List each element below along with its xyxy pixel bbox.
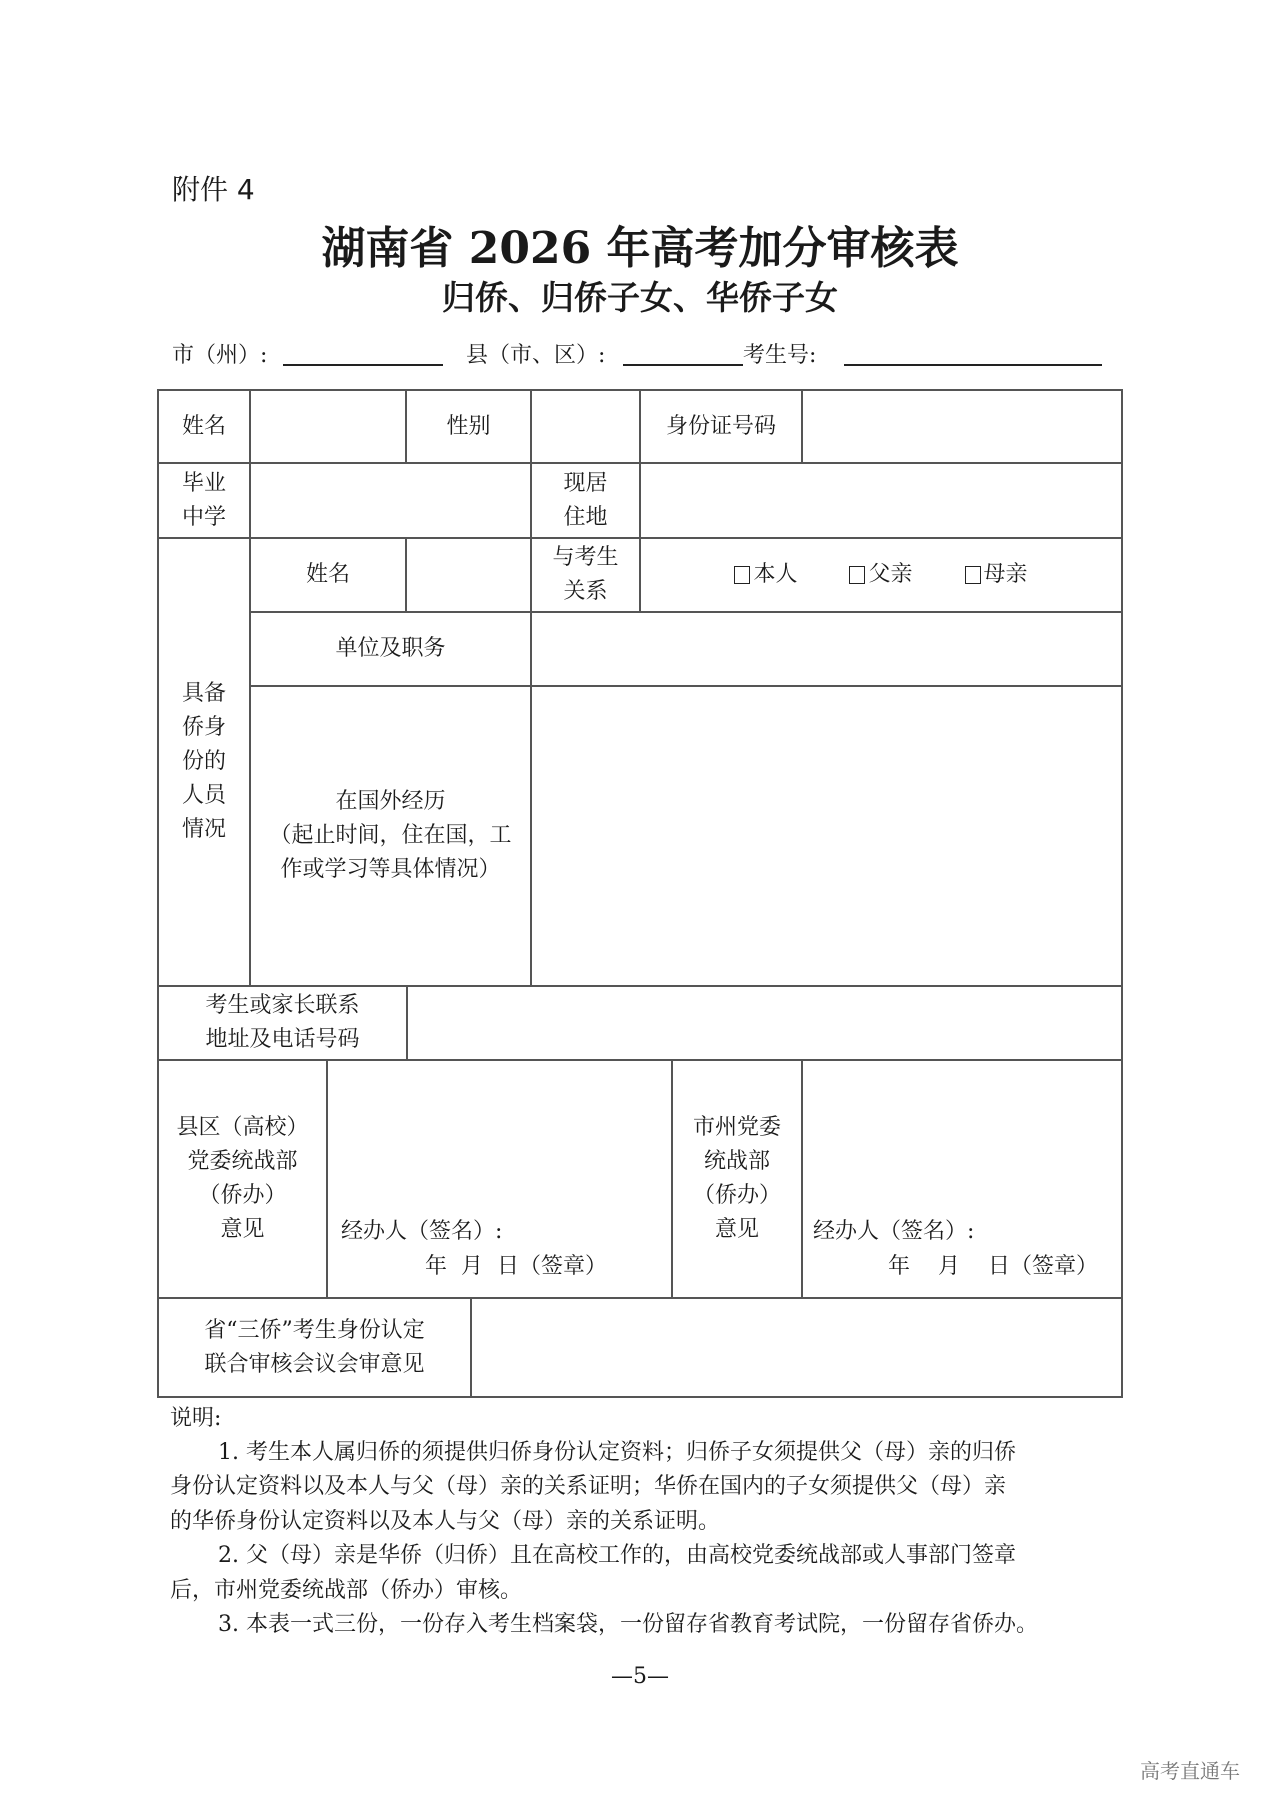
- abroad-experience-label: [251, 687, 530, 985]
- note-line: 3. 本表一式三份，一份存入考生档案袋，一份留存省教育考试院，一份留存省侨办。: [218, 1612, 1038, 1637]
- city-opinion-line: 市州党委: [692, 1115, 781, 1140]
- city-label: 市（州）:: [172, 343, 268, 368]
- name-input[interactable]: [251, 391, 405, 462]
- graduate-school-input[interactable]: [251, 464, 530, 537]
- relation-options: [641, 539, 1121, 611]
- relation-option-self[interactable]: [734, 558, 797, 592]
- relation-label-line1: 与考生: [552, 545, 619, 570]
- county-label: 县（市、区）:: [466, 343, 606, 368]
- note-line: 的华侨身份认定资料以及本人与父（母）亲的关系证明。: [170, 1509, 721, 1534]
- section-label-line: 情况: [181, 817, 226, 842]
- county-opinion-line: 意见: [220, 1217, 265, 1242]
- abroad-experience-input[interactable]: [532, 687, 1121, 985]
- relation-option-label: 母亲: [983, 562, 1028, 587]
- section-label-line: 份的: [181, 749, 226, 774]
- person-name-label: 姓名: [305, 562, 350, 587]
- city-opinion-line: （侨办）: [692, 1183, 781, 1208]
- notes-heading: 说明:: [170, 1406, 222, 1431]
- contact-label-line1: 考生或家长联系: [205, 993, 360, 1018]
- city-handler-sign-label: 经办人（签名）:: [813, 1219, 975, 1244]
- page-subtitle: 归侨、归侨子女、华侨子女: [442, 278, 838, 317]
- gender-input[interactable]: [532, 391, 639, 462]
- section-label-line: 人员: [181, 783, 226, 808]
- relation-option-label: 本人: [753, 562, 798, 587]
- graduate-school-label-line2: 中学: [181, 504, 226, 530]
- county-input[interactable]: [623, 364, 743, 366]
- abroad-experience-line3: 作或学习等具体情况）: [280, 857, 501, 882]
- residence-label-line2: 住地: [563, 504, 608, 530]
- contact-label-line2: 地址及电话号码: [205, 1027, 360, 1052]
- table-border-right: [1121, 389, 1123, 1398]
- relation-label: [532, 539, 639, 611]
- id-number-input[interactable]: [803, 391, 1121, 462]
- employer-label: 单位及职务: [335, 636, 446, 661]
- section-label-line: 具备: [181, 681, 226, 706]
- overseas-person-section-label: [159, 539, 249, 985]
- city-opinion-line: 统战部: [703, 1149, 770, 1174]
- county-opinion-line: 县区（高校）: [176, 1115, 309, 1140]
- contact-label: [159, 987, 406, 1059]
- relation-label-line2: 关系: [563, 579, 608, 604]
- note-line: 后，市州党委统战部（侨办）审核。: [170, 1578, 523, 1603]
- gender-label: 性别: [446, 413, 491, 439]
- id-number-label: 身份证号码: [665, 413, 776, 439]
- relation-option-father[interactable]: [849, 558, 912, 592]
- employer-input[interactable]: [532, 613, 1121, 685]
- city-input[interactable]: [283, 364, 443, 366]
- contact-input[interactable]: [408, 987, 1121, 1059]
- graduate-school-label: [159, 464, 249, 537]
- residence-label-line1: 现居: [563, 470, 608, 496]
- exam-number-label: 考生号:: [743, 343, 817, 368]
- county-opinion-label: [159, 1061, 326, 1297]
- checkbox-icon[interactable]: [734, 566, 750, 584]
- province-review-line1: 省“三侨”考生身份认定: [204, 1317, 425, 1343]
- county-opinion-input[interactable]: [328, 1061, 671, 1297]
- city-opinion-line: 意见: [714, 1217, 759, 1242]
- city-opinion-input[interactable]: [803, 1061, 1121, 1297]
- checkbox-icon[interactable]: [849, 566, 865, 584]
- abroad-experience-line2: （起止时间，住在国，工: [269, 823, 512, 848]
- province-review-label: [159, 1299, 470, 1396]
- exam-number-input[interactable]: [844, 364, 1102, 366]
- city-date-seal-label: 年 月 日（签章）: [888, 1254, 1098, 1279]
- checkbox-icon[interactable]: [965, 566, 981, 584]
- watermark: 高考直通车: [1140, 1759, 1240, 1783]
- page-title: 湖南省 2026 年高考加分审核表: [321, 223, 959, 274]
- name-label: 姓名: [181, 413, 226, 439]
- county-handler-sign-label: 经办人（签名）:: [341, 1219, 503, 1244]
- residence-label: [532, 464, 639, 537]
- abroad-experience-line1: 在国外经历: [335, 789, 446, 814]
- note-line: 1. 考生本人属归侨的须提供归侨身份认定资料；归侨子女须提供父（母）亲的归侨: [218, 1440, 1016, 1465]
- relation-option-mother[interactable]: [965, 558, 1028, 592]
- person-name-input[interactable]: [407, 539, 530, 611]
- note-line: 身份认定资料以及本人与父（母）亲的关系证明；华侨在国内的子女须提供父（母）亲: [170, 1474, 1007, 1499]
- county-opinion-line: （侨办）: [198, 1183, 287, 1208]
- graduate-school-label-line1: 毕业: [181, 470, 226, 496]
- section-label-line: 侨身: [181, 715, 226, 740]
- county-date-seal-label: 年 月 日（签章）: [425, 1254, 607, 1279]
- table-border-bottom: [158, 1396, 1123, 1398]
- province-review-input[interactable]: [472, 1299, 1121, 1396]
- note-line: 2. 父（母）亲是华侨（归侨）且在高校工作的，由高校党委统战部或人事部门签章: [218, 1543, 1016, 1568]
- province-review-line2: 联合审核会议会审意见: [204, 1351, 425, 1377]
- relation-option-label: 父亲: [868, 562, 913, 587]
- city-opinion-label: [673, 1061, 801, 1297]
- residence-input[interactable]: [641, 464, 1121, 537]
- attachment-label: 附件 4: [172, 173, 255, 206]
- county-opinion-line: 党委统战部: [187, 1149, 298, 1174]
- page-number: —5—: [611, 1664, 669, 1689]
